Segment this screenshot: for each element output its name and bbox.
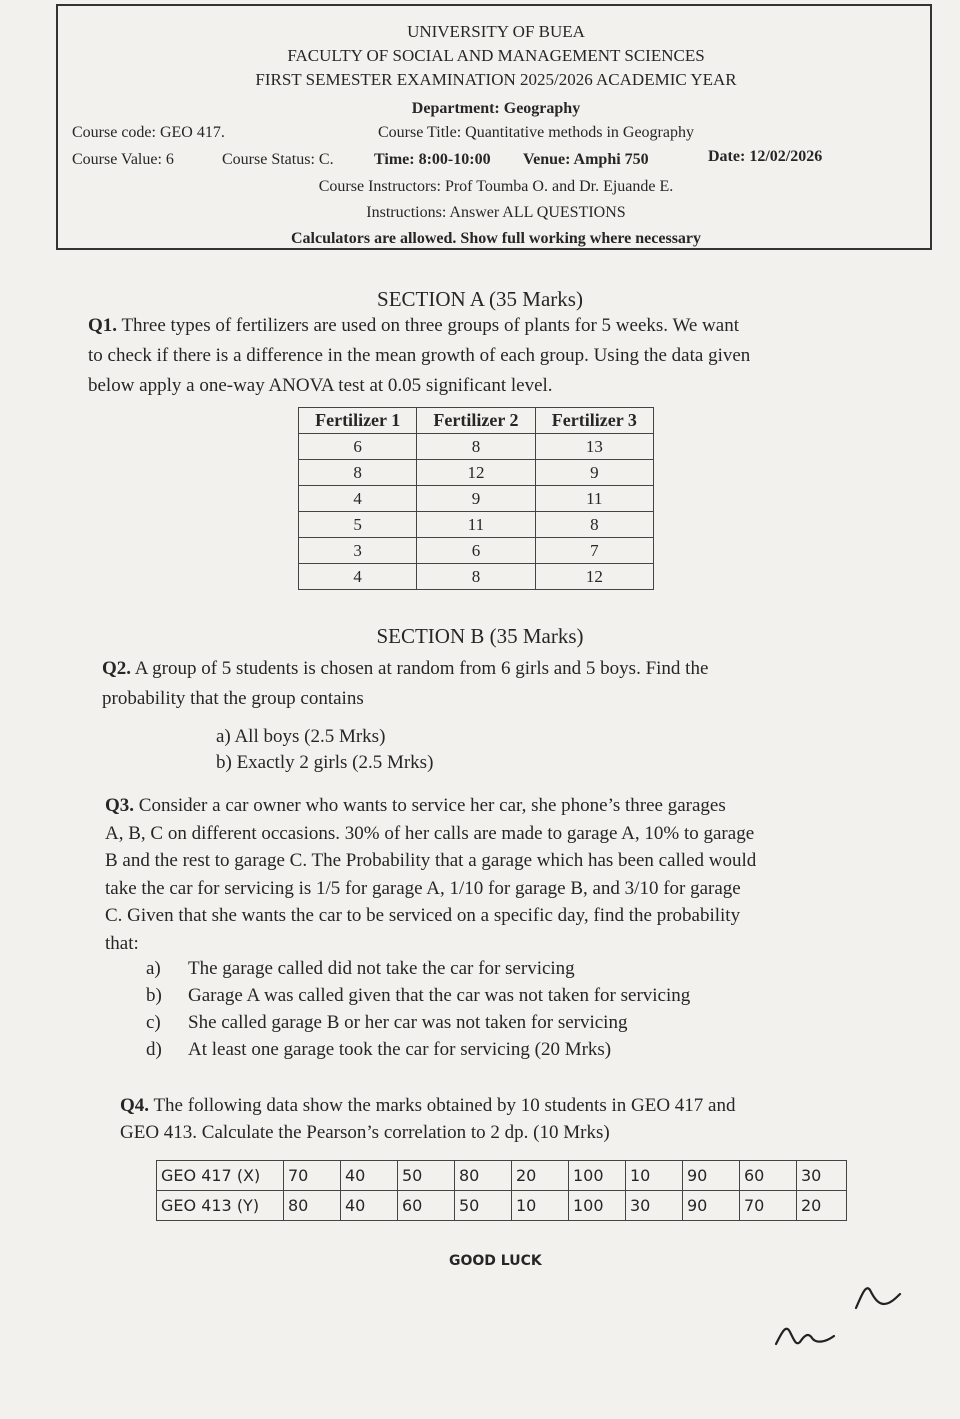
q4-label: Q4.	[120, 1095, 150, 1116]
table-row	[157, 1161, 847, 1191]
column-header: Fertilizer 2	[417, 408, 535, 434]
table-cell: 90	[683, 1161, 740, 1191]
q3-item-c	[146, 1012, 628, 1034]
row-label: GEO 413 (Y)	[157, 1191, 284, 1221]
item-text: At least one garage took the car for servicing (20 Mrks)	[188, 1039, 612, 1060]
table-cell: 9	[417, 486, 535, 512]
table-cell: 13	[535, 434, 653, 460]
table-cell: 12	[535, 564, 653, 590]
exam-title: FIRST SEMESTER EXAMINATION 2025/2026 ACADEMIC YEAR	[255, 70, 737, 89]
table-cell: 30	[626, 1191, 683, 1221]
table-cell: 60	[740, 1161, 797, 1191]
course-title: Course Title: Quantitative methods in Geography	[378, 124, 694, 141]
instructions: Instructions: Answer ALL QUESTIONS	[366, 204, 626, 221]
q1-line-2: to check if there is a difference in the mean growth of each group. Using the data given	[88, 345, 751, 366]
table-cell: 20	[512, 1161, 569, 1191]
q2-line-1: A group of 5 students is chosen at random from 6 girls and 5 boys. Find the	[134, 658, 709, 679]
faculty-name: FACULTY OF SOCIAL AND MANAGEMENT SCIENCES	[287, 46, 705, 65]
item-marker: b)	[146, 985, 162, 1006]
item-text: Garage A was called given that the car was not taken for servicing	[188, 985, 691, 1006]
item-marker: a)	[146, 958, 161, 979]
q3-line: C. Given that she wants the car to be serviced on a specific day, find the probability	[105, 905, 741, 926]
item-marker: c)	[146, 1012, 161, 1033]
q1-line-3: below apply a one-way ANOVA test at 0.05 significant level.	[88, 375, 553, 396]
table-cell: 50	[398, 1161, 455, 1191]
q3-line: B and the rest to garage C. The Probability that a garage which has been called would	[105, 850, 757, 871]
q3-item-a	[146, 958, 575, 980]
section-b-title: SECTION B (35 Marks)	[376, 624, 584, 648]
table-cell: 40	[341, 1191, 398, 1221]
q4-line-2: GEO 413. Calculate the Pearson’s correlation to 2 dp. (10 Mrks)	[120, 1122, 610, 1143]
question-1	[88, 311, 848, 401]
exam-date: Date: 12/02/2026	[708, 148, 823, 165]
department: Department: Geography	[411, 100, 581, 117]
table-cell: 7	[535, 538, 653, 564]
course-code: Course code: GEO 417.	[72, 124, 225, 141]
table-cell: 70	[284, 1161, 341, 1191]
column-header: Fertilizer 3	[535, 408, 653, 434]
table-cell: 12	[417, 460, 535, 486]
q2-line-2: probability that the group contains	[102, 688, 364, 709]
table-cell: 5	[299, 512, 417, 538]
table-cell: 10	[626, 1161, 683, 1191]
course-status: Course Status: C.	[222, 151, 334, 168]
fertilizer-header-row	[299, 408, 654, 434]
table-cell: 11	[535, 486, 653, 512]
fertilizer-table	[298, 407, 654, 590]
item-text: She called garage B or her car was not taken for servicing	[188, 1012, 628, 1033]
table-cell: 100	[569, 1161, 626, 1191]
table-row	[299, 486, 654, 512]
table-cell: 4	[299, 564, 417, 590]
handwritten-initials	[770, 1270, 930, 1360]
exam-venue: Venue: Amphi 750	[523, 151, 649, 168]
table-cell: 90	[683, 1191, 740, 1221]
table-cell: 20	[797, 1191, 847, 1221]
table-cell: 9	[535, 460, 653, 486]
question-4	[120, 1092, 830, 1146]
table-cell: 8	[417, 434, 535, 460]
column-header: Fertilizer 1	[299, 408, 417, 434]
table-cell: 8	[299, 460, 417, 486]
table-cell: 4	[299, 486, 417, 512]
q1-label: Q1.	[88, 315, 118, 336]
table-cell: 6	[299, 434, 417, 460]
table-cell: 40	[341, 1161, 398, 1191]
table-cell: 6	[417, 538, 535, 564]
q3-item-b	[146, 985, 691, 1007]
table-row	[299, 434, 654, 460]
table-cell: 70	[740, 1191, 797, 1221]
table-cell: 10	[512, 1191, 569, 1221]
marks-table	[156, 1160, 847, 1221]
table-cell: 80	[284, 1191, 341, 1221]
course-value: Course Value: 6	[72, 151, 174, 168]
item-marker: d)	[146, 1039, 162, 1060]
question-2	[102, 654, 832, 714]
table-row	[157, 1191, 847, 1221]
table-cell: 8	[417, 564, 535, 590]
table-cell: 100	[569, 1191, 626, 1221]
table-row	[299, 460, 654, 486]
q3-line: that:	[105, 932, 139, 954]
course-instructors: Course Instructors: Prof Toumba O. and Dr. Ejuande E.	[318, 178, 674, 195]
q3-line: Consider a car owner who wants to service her car, she phone’s three garages	[138, 795, 726, 816]
table-row	[299, 564, 654, 590]
good-luck: GOOD LUCK	[449, 1253, 542, 1269]
row-label: GEO 417 (X)	[157, 1161, 284, 1191]
university-name: UNIVERSITY OF BUEA	[407, 22, 585, 41]
table-cell: 3	[299, 538, 417, 564]
calculator-note: Calculators are allowed. Show full working where necessary	[290, 230, 702, 247]
exam-time: Time: 8:00-10:00	[374, 151, 491, 168]
section-a-title: SECTION A (35 Marks)	[377, 287, 583, 311]
exam-header	[56, 4, 932, 250]
q2-item-a: a) All boys (2.5 Mrks)	[216, 726, 386, 747]
q2-item-b: b) Exactly 2 girls (2.5 Mrks)	[216, 752, 434, 773]
q3-label: Q3.	[105, 795, 135, 816]
table-cell: 60	[398, 1191, 455, 1221]
table-row	[299, 538, 654, 564]
q1-line-1: Three types of fertilizers are used on three groups of plants for 5 weeks. We want	[121, 315, 739, 336]
table-cell: 80	[455, 1161, 512, 1191]
table-cell: 50	[455, 1191, 512, 1221]
table-cell: 30	[797, 1161, 847, 1191]
question-3	[105, 792, 830, 957]
q4-line-1: The following data show the marks obtained by 10 students in GEO 417 and	[153, 1095, 736, 1116]
table-cell: 11	[417, 512, 535, 538]
item-text: The garage called did not take the car for servicing	[188, 958, 575, 979]
table-cell: 8	[535, 512, 653, 538]
q2-label: Q2.	[102, 658, 132, 679]
q3-line: take the car for servicing is 1/5 for garage A, 1/10 for garage B, and 3/10 for garage	[105, 877, 741, 899]
table-row	[299, 512, 654, 538]
q3-line: A, B, C on different occasions. 30% of her calls are made to garage A, 10% to garage	[105, 822, 755, 844]
q3-item-d	[146, 1039, 612, 1061]
